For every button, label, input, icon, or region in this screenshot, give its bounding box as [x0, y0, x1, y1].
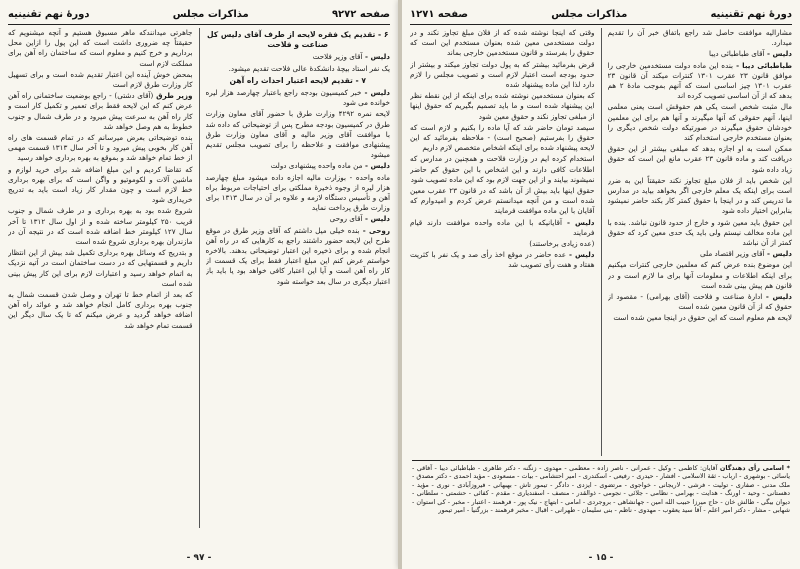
footnote-text: آقایان: کاظمی - وکیل - عمرانی - ناصر زاده - معظمی - مهدوی - زنگنه - دکتر طاهری - طباطبائی دیبا - آفاقی - یاسائی - بوشهری - ارباب - ثقة الاسلامی - افشار - حیدری - رفیعی - اسکندری - امیر احتشامی - بیات - مسعودی - مؤید احمدی - دکتر مصدق - ملک مدنی - صفاری - تولیت - فرشی - لاریجانی - خواجوی - مرتضوی - ایزدی - دادگر - تیمور تاش - بهبهانی - فیروزآبادی - نوری - مؤید - دهستانی - وحید - اورنگ - هدایت - بهرامی - نظامی - جلائی - نجومی - ذوالقدر - منصف - اسفندیاری - مقدم - کفائی - حشمتی - سلطانی - دیوان بیگی - طالش خان - حاج میرزا حبیب الله امین - جهانشاهی - بروجردی - امامی - ابتهاج - نیک پور - فرهمند - اعتبار - مخبر - کی استوان - شهابی - مشار - دکتر امیر اعلم - آقا سید یعقوب - مهدوی - ناظم - بنی سلیمان - طهرانی - اقبال - مخبر فرهمند - بزرگنیا - امیر تیمور	[412, 464, 790, 515]
paragraph-text: ممکن است به او اجازه بدهد که مبلغی بیشتر از این حقوق دریافت کند و ماده قانون ۲۳ عقرب مانع این است که حقوق زیاد داده شود	[607, 144, 792, 174]
paragraph	[410, 123, 595, 154]
paragraph	[8, 290, 193, 331]
paragraph-text: جاهرتی میدانندکه ماهر مسبوق هستیم و آنچه میشنویم که حقیقتاً چه ضروری داشت است که این پول را ازاین محل برداریم و خرج کنیم و معلوم است که ساختمان راه آهن برای مملکت لازم است	[8, 28, 193, 68]
paragraph-text: عده حاضر در موقع اخذ رأی صد و یک نفر با کثریت هفتاد و هفت رأی تصویب شد	[410, 250, 595, 270]
paragraph	[8, 165, 193, 206]
speaker-name: دلیس -	[362, 214, 390, 224]
paragraph	[608, 260, 793, 291]
paragraph-text: آقایانیکه با این ماده واحده موافقت دارند قیام فرمایند	[410, 217, 595, 237]
paragraph-text: بنده این ماده دولت مستخدمین خارجی را موافق قانون ۲۳ عقرب ۱۳۰۱ کنترات میکند آن قانون ۲۳ عقرب ۱۳۰۱ چیز اساسی است که آنهم بموجب مادهٔ ۲ هم بدهد که از آن اساسی تصویب کرده اند	[607, 60, 792, 101]
paragraph-text: وقتی که اینجا نوشته شده که از فلان مبلغ تجاوز نکند و در دولت مستخدمی معین شده بعنوان مستخدم این است که حقوق را بفرستد و قانون مستخدمین خارجی بماند	[410, 28, 595, 58]
paragraph	[8, 70, 193, 90]
paragraph-text: بنده توضیحاتی بعرض میرسانم که در تمام قسمت های راه آهن کار بخوبی پیش میرود و تا آخر سال ۱۳۱۳ قسمت مهمی از خط تمام خواهد شد و بموقع به بهره برداری خواهد رسید	[8, 133, 193, 163]
voters-footnote	[412, 460, 790, 552]
paragraph-text: ماده واحده - بوزارت مالیه اجازه داده میشود مبلغ چهارصد هزار لیره از وجوه ذخیرهٔ مملکتی برای احتیاجات مربوط براه آهن و تأسیس دستگاه لازمه و علاوه بر آن در سال ۱۳۱۳ برای وزارت طرق پرداخت نماید	[205, 172, 390, 213]
paragraph-text: که بعنوان مستخدمین نوشته شده برای اینکه از این نقطه نظر این پیشنهاد شده است و ما باید تصمیم بگیریم که حقوق اینها از مبلغی تجاوز نکند و حقوق معین شود	[410, 91, 595, 121]
speaker-name: طباطبائی دیبا -	[733, 60, 792, 70]
paragraph	[206, 88, 391, 108]
left-journal-title: مذاکرات مجلس	[172, 8, 249, 20]
paragraph	[206, 52, 391, 62]
paragraph-text: من ماده واحده پیشنهادی دولت	[270, 161, 363, 171]
paragraph-text: مال مثبت شخص است یکی هم حقوقش است یعنی معلمی اینها، آنهم حقوقی که آنها میگیرند و آنها هم برای این معلمین خودشان حقوق میگیرند در صورتیکه دولت شخص دیگری را بعنوان مستخدم خارجی استخدام کند	[607, 102, 792, 143]
left-page-header	[8, 6, 390, 22]
speaker-name: دلیس -	[566, 250, 595, 260]
column-divider	[601, 28, 602, 456]
paragraph	[608, 61, 793, 102]
right-journal-title: مذاکرات مجلس	[551, 8, 628, 20]
column-divider	[199, 28, 200, 528]
paragraph-text: آقای وزیر فلاحت	[312, 52, 363, 62]
speaker-name: دلیس -	[362, 52, 390, 62]
paragraph-text: بمحض خوش آینده این اعتبار تقدیم شده است و برای تسهیل کار وزارت طرق لازم است	[8, 69, 193, 90]
paragraph-text: آقای وزیر اقتصاد ملی	[700, 249, 765, 259]
paragraph-text: خبر کمیسیون بودجه راجع باعتبار چهارصد هزار لیره خوانده می شود	[205, 88, 390, 108]
paragraph	[410, 239, 595, 249]
right-page-header	[410, 6, 792, 22]
speaker-name: دلیس -	[762, 292, 792, 302]
paragraph	[206, 214, 391, 224]
left-page	[0, 0, 398, 569]
footnote-title: * اسامی رأی دهندگان	[719, 464, 790, 472]
paragraph-text: شروع شده بود به بهره برداری و در طرف شمال و جنوب قریب ۲۵۰ کیلومتر ساخته شده و از اول سال ۱۳۱۲ تا آخر سال ۱۲۷ کیلومتر خط اضافه شده است که در نتیجه آن در مازندران بهره برداری شروع شده است	[8, 206, 193, 247]
paragraph	[206, 173, 391, 214]
paragraph	[608, 102, 793, 143]
speaker-name: دلیس -	[764, 249, 792, 259]
paragraph	[8, 248, 193, 289]
paragraph-text: این حقوق باید معین شود و خارج از حدود قانون نباشد. بنده با این ماده مخالف نیستم ولی باید یک حدی معین کرد که حقوق کمتر از آن نباشد	[607, 217, 792, 248]
speaker-name: دلیس -	[361, 88, 390, 98]
paragraph-text: (آقای دشتی) - راجع بوضعیت ساختمانی راه آهن عرض کنم که این لایحه فقط برای تعمیر و تکمیل کار است و کار راه آهن به سرعت پیش میرود و در طرف شمال و جنوب خطوط به هم وصل خواهد شد	[8, 91, 193, 131]
paragraph	[206, 226, 391, 287]
left-page-number: - ۹۷ -	[186, 553, 212, 563]
speaker-name: دلیس -	[764, 49, 792, 59]
paragraph	[608, 292, 793, 312]
left-page-right-column	[206, 28, 391, 528]
header-rule	[8, 24, 390, 25]
paragraph	[608, 49, 793, 59]
paragraph-text: لایحه هم معلوم است که این حقوق در اینجا معین شده است	[613, 313, 792, 323]
paragraph-text: قرض بفرمائید بیشتر که به پول دولت تجاوز میکند و بیشتر از حدود بودجه است اعتبار لازم است و تصویب مجلس را لازم دارد لذا این ماده پیشنهاد شده	[410, 59, 595, 90]
paragraph	[410, 186, 595, 217]
paragraph	[206, 64, 391, 74]
paragraph	[608, 28, 793, 48]
paragraph	[410, 250, 595, 270]
paragraph	[8, 206, 193, 247]
left-session-title: دورهٔ نهم تقنینیه	[8, 8, 90, 20]
paragraph	[8, 91, 193, 132]
right-page-number: - ۱۵ -	[588, 553, 614, 563]
right-page-label: صفحه ۱۲۷۱	[410, 8, 469, 20]
left-page-columns	[8, 28, 390, 528]
paragraph	[608, 218, 793, 249]
paragraph-text: آقای روحی	[329, 214, 363, 224]
paragraph	[608, 249, 793, 259]
paragraph	[410, 154, 595, 185]
paragraph-text: لایحه نمره ۴۲۹۲ وزارت طرق با حضور آقای معاون وزارت طرق در کمیسیون بودجه مطرح پس از توضیحاتی که داده شد با موافقت آقای وزیر مالیه و آقای معاون وزارت طرق پیشنهادی موافقت و علاحظه را برای تصویب مجلس تقدیم میشود	[205, 109, 390, 160]
paragraph	[206, 161, 391, 171]
speaker-name: وزیر طرق	[153, 91, 193, 101]
paragraph-text: مشارالیه موافقت حاصل شد راجع باتفاق خبر آن را تقدیم میدارد.	[607, 28, 792, 48]
right-page-left-column	[410, 28, 595, 456]
header-rule	[410, 24, 792, 25]
paragraph-text: این موضوع بنده عرض کنم که معلمین خارجی کنترات میکنیم برای اینکه اطلاعات و معلومات آنها برای ما لازم است و در قانون هم پیش بینی شده است	[607, 260, 792, 290]
paragraph-text: این شخص باید از فلان مبلغ تجاوز نکند حقیقتاً این به ضرر است برای اینکه یک معلم خارجی اگر بخواهد بیاید در مدارس ما تدریس کند و در اینجا با حقوق کمتر کار بکند حاضر نمیشود بنابراین اختیار داده شود	[607, 175, 792, 216]
right-page	[402, 0, 800, 569]
paragraph-text: استخدام کرده ایم در وزارت فلاحت و همچنین در مدارس که اطلاعات کافی دارند و این اشخاص با این حقوق کم حاضر نمیشوند بیایند و از این جهت لازم بود که این ماده تصویب شود	[410, 154, 595, 184]
right-session-title: دورهٔ نهم تقنینیه	[710, 8, 792, 20]
paragraph	[608, 313, 793, 323]
speaker-name: روحی -	[359, 225, 390, 235]
section-title: ۷ - تقدیم لایحه اعتبار احداث راه آهن	[229, 75, 366, 85]
paragraph	[608, 144, 793, 175]
speaker-name: دلیس -	[362, 161, 390, 171]
section-title: ۶ - تقدیم یک فقره لایحه از طرف آقای دلیس کل صناعت و فلاحت	[207, 30, 389, 50]
paragraph-text: ادارهٔ صناعت و فلاحت (آقای بهرامی) - مقصود از حقوق که از آن قانون معین شده است	[607, 292, 792, 312]
paragraph-text: و بتدریج که وسائل بهره برداری تکمیل شد بیش از این انتظار داریم و قسمتهایی که در دست ساختمان است در آتیه نزدیک به اتمام خواهد رسید و اعتبارات لازم برای این کار پیش بینی شده است	[8, 248, 193, 288]
paragraph	[206, 109, 391, 160]
paragraph-text: یک نفر استاد بیچهٔ دانشکدهٔ عالی فلاحت تقدیم میشود.	[228, 63, 390, 73]
paragraph-text: بنده خیلی میل داشتم که آقای وزیر طرق در موقع طرح این لایحه حضور داشتند راجع به کارهایی که در راه آهن انجام شده و برای ذخیره این اعتبار توضیحاتی بدهند. بالاخره خواستم عرض کنم این مبلغ اعتبار فقط برای یک قسمت از کار راه آهن است و آیا این اعتبار کافی خواهد بود یا باید باز اعتبار دیگری در سال بعد خواسته شود	[205, 225, 390, 286]
paragraph-text: (عده زیادی برخاستند)	[529, 239, 595, 249]
paragraph	[410, 28, 595, 59]
paragraph-text: که بعد از اتمام خط تا تهران و وصل شدن قسمت شمال به جنوب بهره برداری کامل انجام خواهد شد و عوائد راه آهن اضافه خواهد گردید و عرض میکنم که تا یک سال دیگر این قسمت تمام خواهد شد	[8, 290, 193, 330]
speaker-name: دلیس -	[561, 217, 595, 227]
paragraph-text: آقای طباطبائی دیبا	[708, 49, 765, 59]
paragraph	[410, 91, 595, 122]
paragraph	[8, 133, 193, 164]
paragraph-text: سیصد تومان حاضر شد که آیا ماده را بکنیم و لازم است که حقوق را بفرستیم (صحیح است) - ملاحظه بفرمائید که این لایحه پیشنهاد شده برای اینکه اشخاص متخصص لازم داریم	[410, 122, 595, 153]
paragraph-text: حقوق اینها باید بیش از آن باشد که در قانون ۲۳ عقرب معین شده است و من آنچه میدانستم عرض کردم و امیدوارم که آقایان با این ماده موافقت فرمایند	[410, 186, 595, 216]
paragraph-text: که تقاضا کردیم و این مبلغ اضافه شد برای خرید لوازم و ماشین آلات و لکوموتیو و واگن است که برای بهره برداری خط لازم است و چون مقدار کار زیاد است باید به تدریج خریداری شود	[8, 164, 193, 205]
paragraph	[8, 28, 193, 69]
paragraph	[410, 218, 595, 238]
paragraph	[608, 176, 793, 217]
right-page-right-column	[608, 28, 793, 456]
paragraph	[410, 60, 595, 91]
right-page-columns	[410, 28, 792, 456]
left-page-label: صفحه ۹۲۷۲	[331, 8, 390, 20]
left-page-left-column	[8, 28, 193, 528]
